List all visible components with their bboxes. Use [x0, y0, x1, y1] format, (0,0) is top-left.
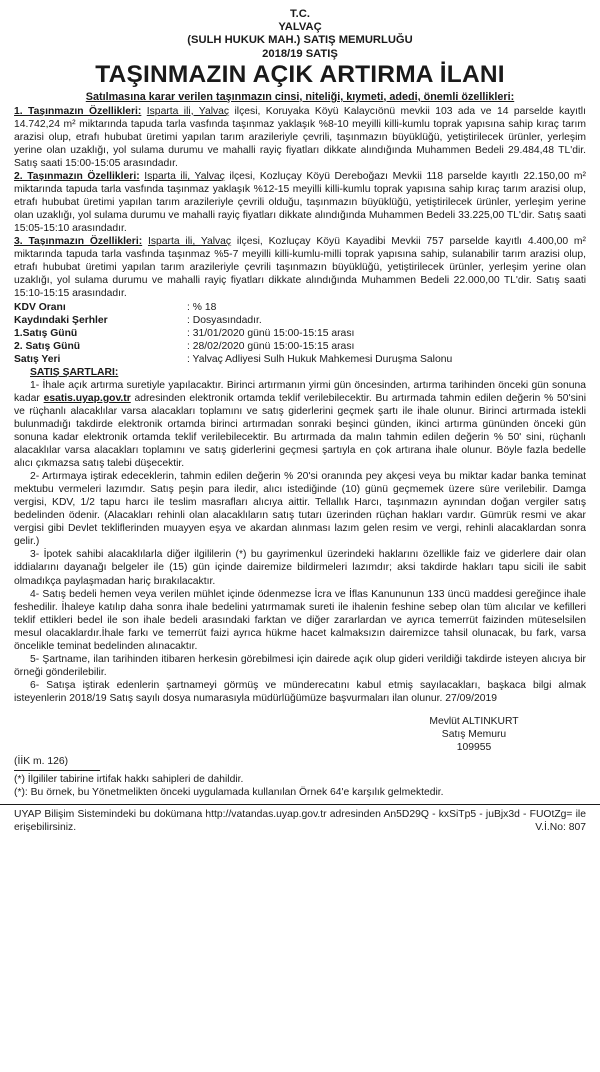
detail-vat-rate — [14, 301, 586, 314]
condition-1-text-b: adresinden elektronik ortamda teklif verilebilecektir. Bu artırmada tahmin edilen değerin % 50'sini ve rüçhanlı alacaklılar varsa alacakları toplamını ve satış giderlerini geçmek şartı ile ihale olunur. Birinci artırmada istekli bulunmadığı takdirde elektronik ortamda birinci artırmadan sonraki beşinci günden, ikinci artırma gününden önceki gün sonuna kadar elektronik ortamda teklif verilebilecektir. Bu artırmada da malın tahmin edilen değerin % 50' sini, rüçhanlı alacaklılar varsa alacakları toplamını ve satış giderlerini geçmesi şartıyla en çok artırana ihale olunur. Böyle fazla bedelle alıcı çıkmazsa satış talebi düşecektir. — [14, 392, 587, 470]
condition-6: 6- Satışa iştirak edenlerin şartnameyi görmüş ve münderecatını kabul etmiş sayılacakları, başkaca bilgi almak isteyenlerin 2018/19 Satış sayılı dosya numarasıyla müdürlüğümüze başvurmaları ilan olunur. 27/09/2019 — [14, 679, 586, 704]
detail-key: 2. Satış Günü — [14, 340, 81, 352]
footer-code-row — [14, 821, 586, 834]
property-3-location: Isparta ili, Yalvaç — [147, 236, 232, 248]
property-1-location: Isparta ili, Yalvaç — [146, 105, 230, 117]
property-1-label: 1. Taşınmazın Özellikleri: — [14, 105, 142, 117]
property-2-location: Isparta ili, Yalvaç — [144, 171, 225, 183]
detail-value: : 31/01/2020 günü 15:00-15:15 arası — [187, 327, 355, 339]
condition-3: 3- İpotek sahibi alacaklılarla diğer ilgililerin (*) bu gayrimenkul üzerindeki haklarını özellikle faiz ve giderlere dair olan iddialarını dayanağı belgeler ile (15) gün içinde dairemize bildirmeleri lazımdır; aksi takdirde hakları tapu sicili ile sabit olmadıkça paylaşmadan hariç bırakılacaktır. — [14, 549, 586, 587]
esatis-link[interactable]: esatis.uyap.gov.tr — [43, 392, 131, 404]
law-reference: (İİK m. 126) — [14, 756, 69, 768]
signature-role: Satış Memuru — [441, 729, 507, 741]
header-office: (SULH HUKUK MAH.) SATIŞ MEMURLUĞU — [187, 34, 413, 47]
footer-code: V.İ.No: 807 — [535, 822, 586, 834]
footnote-2: (*): Bu örnek, bu Yönetmelikten önceki uygulamada kullanılan Örnek 64'e karşılık gelmektedir. — [14, 787, 444, 799]
signature-name: Mevlüt ALTINKURT — [429, 715, 519, 727]
property-3-label: 3. Taşınmazın Özellikleri: — [14, 236, 143, 248]
property-1 — [14, 105, 586, 170]
condition-4: 4- Satış bedeli hemen veya verilen mühlet içinde ödenmezse İcra ve İflas Kanununun 133 üncü maddesi gereğince ihale feshedilir. İhaleye katılıp daha sonra ihale bedelini yatırmamak sureti ile ihalenin feshine sebep olan tüm alıcılar ve kefilleri teklif ettikleri bedel ile son ihale bedeli arasındaki farktan ve diğer zararlardan ve ayrıca temerrüt faizinden müteselsilen mesul olacaklardır.İhale farkı ve temerrüt faizi ayrıca hükme hacet kalmaksızın dairemizce tahsil olunacak, bu fark, varsa öncelikle teminat bedelinden alınacaktır. — [14, 588, 586, 652]
property-1-text: ilçesi, Koruyaka Köyü Kalaycıönü mevkii 103 ada ve 14 parselde kayıtlı 14.742,24 m² miktarında tapuda tarla vasfında taşınmaz yaklaşık %8-10 meyilli killi-kumlu toprak yapısına sahip kıraç tarım arazisi olup, etrafı hububat üretimi yapılan tarım arazileriyle çevrili, taşınmazın büyüklüğü, yetiştirilecek ürünler, yerleşim yerine olan uzaklığı, yol sulama durumu ve mahalli rayiç fiyatları dikkate alındığında Muhammen Bedeli 29.484,48 TL'dir. Satış saati 15:00-15:05 arasındadır. — [14, 105, 586, 169]
condition-5: 5- Şartname, ilan tarihinden itibaren herkesin görebilmesi için dairede açık olup gideri verildiği takdirde isteyen alıcıya bir örneği gönderilebilir. — [14, 653, 586, 678]
detail-sale-place — [14, 353, 586, 366]
header-city: YALVAÇ — [278, 21, 322, 34]
detail-key: 1.Satış Günü — [14, 327, 78, 339]
detail-first-sale-day — [14, 327, 586, 340]
conditions-title: SATIŞ ŞARTLARI: — [30, 366, 119, 378]
notice-title: TAŞINMAZIN AÇIK ARTIRMA İLANI — [95, 60, 505, 88]
footer-divider — [0, 804, 600, 805]
detail-value: : Yalvaç Adliyesi Sulh Hukuk Mahkemesi Duruşma Salonu — [187, 353, 453, 365]
detail-key: Satış Yeri — [14, 353, 61, 365]
notice-subtitle: Satılmasına karar verilen taşınmazın cinsi, niteliği, kıymeti, adedi, önemli özellikleri: — [85, 90, 515, 103]
footer-access-text: UYAP Bilişim Sistemindeki bu dokümana http://vatandas.uyap.gov.tr adresinden An5D29Q - kxSiTp5 - juBjx3d - FUOtZg= ile erişebilirsiniz. — [14, 809, 586, 834]
detail-key: KDV Oranı — [14, 301, 66, 313]
property-2-label: 2. Taşınmazın Özellikleri: — [14, 171, 140, 183]
detail-value: : Dosyasındadır. — [187, 314, 262, 326]
condition-1 — [14, 379, 586, 470]
signature-block — [374, 715, 574, 754]
header-tc: T.C. — [290, 8, 310, 20]
property-2 — [14, 170, 586, 235]
detail-value: : % 18 — [187, 301, 217, 313]
property-3-text: ilçesi, Kozluçay Köyü Kayadibi Mevkii 757 parselde kayıtlı 4.400,00 m² miktarında tapuda tarla vasfında taşınmaz %5-7 meyilli killi-kumlu-milli toprak yapısına sahip, sulanabilir tarım arazisi olup, etrafı hububat üretimi yapılan tarım arazileriyle çevrili taşınmazın büyüklüğü, yetiştirilecek ürünler, yerleşim yerine olan uzaklığı, yol sulama durumu ve mahalli rayiç fiyatları dikkate alındığında Muhammen Bedeli 22.000,00 TL'dir. Satış saati 15:10-15:15 arasındadır. — [14, 236, 586, 300]
footnote-1: (*) İlgililer tabirine irtifak hakkı sahipleri de dahildir. — [14, 774, 244, 786]
property-2-text: ilçesi, Kozluçay Köyü Dereboğazı Mevkii 118 parselde kayıtlı 22.150,00 m² miktarında tapuda tarla vasfında taşınmaz yaklaşık %12-15 meyilli killi-kumlu toprak yapısına sahip kıraç tarım arazisi olup, etrafı hububat üretimi yapılan tarım arazileriyle çevrili olduğu, taşınmazın büyüklüğü, yetiştirilecek ürünler, yerleşim yerine olan uzaklığı, yol sulama durumu ve mahalli rayiç fiyatları dikkate alındığında Muhammen Bedeli 33.225,00 TL'dir. Satış saati 15:05-15:10 arasındadır. — [14, 171, 586, 235]
detail-second-sale-day — [14, 340, 586, 353]
detail-key: Kaydındaki Şerhler — [14, 314, 108, 326]
property-3 — [14, 235, 586, 300]
notes-divider — [14, 770, 100, 771]
header-file-number: 2018/19 SATIŞ — [262, 47, 338, 60]
detail-annotations — [14, 314, 586, 327]
condition-1-text-a: 1- İhale açık artırma suretiyle yapılacaktır. Birinci artırmanın yirmi gün öncesinden, artırma tarihinden önceki gün sonuna kadar — [14, 379, 586, 404]
signature-number: 109955 — [456, 742, 492, 754]
detail-value: : 28/02/2020 günü 15:00-15:15 arası — [187, 340, 355, 352]
condition-2: 2- Artırmaya iştirak edeceklerin, tahmin edilen değerin % 20'si oranında pey akçesi veya bu miktar kadar banka teminat mektubu vermeleri lazımdır. Satış peşin para iledir, alıcı istediğinde (10) günü geçmemek üzere süre verilebilir. Damga vergisi, KDV, 1/2 tapu harcı ile teslim masrafları alıcıya aittir. Tellallık Harcı, taşınmazın aynından doğan vergiler satış bedelinden ödenir. (Alacakları rehinli olan alacaklıların satış tutarı üzerinden rüçhan hakları vardır. Gümrük resmi ve akar vergisi gibi Devlet tekliflerinden muayyen eşya ve akardan alınması lazım gelen resim ve vergi, rehinli alacaklardan sonra gelir.) — [14, 471, 586, 548]
